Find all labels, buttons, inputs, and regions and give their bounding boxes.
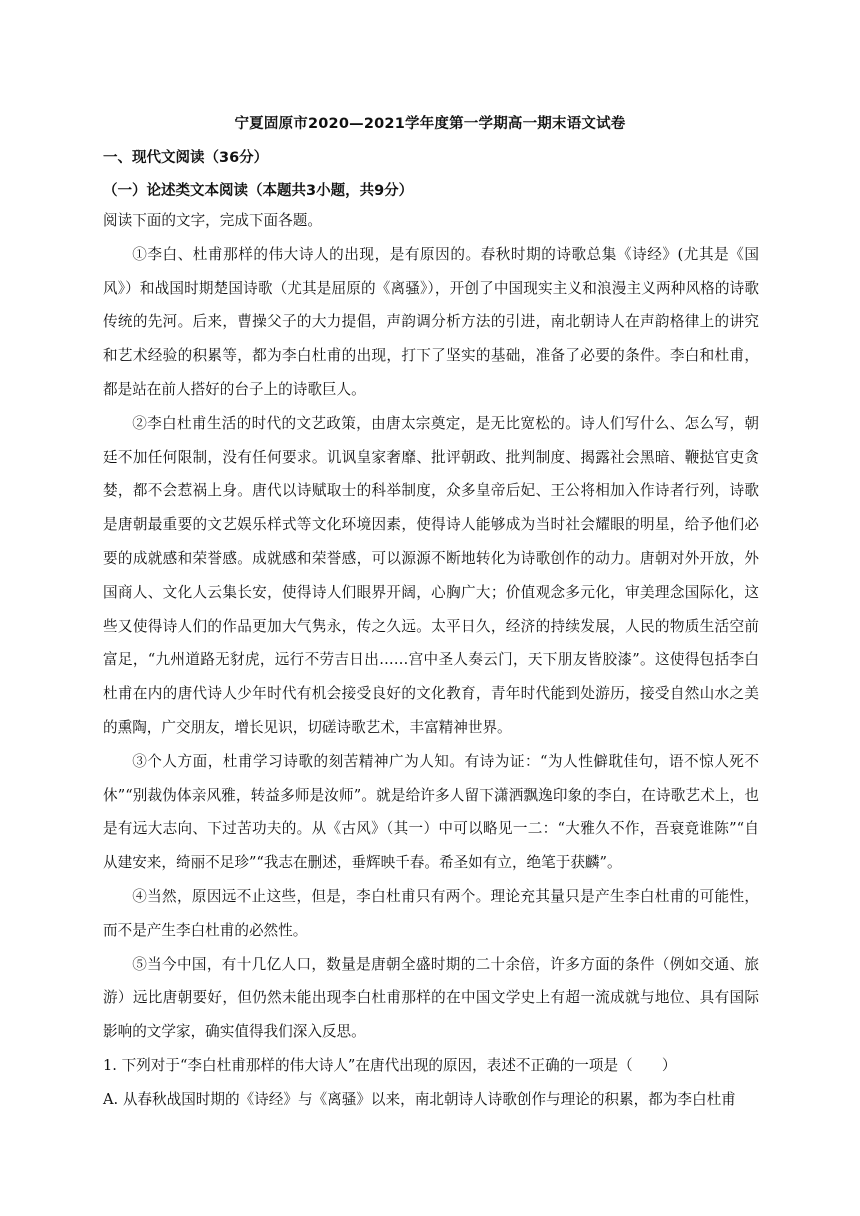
paragraph-3: ③个人方面，杜甫学习诗歌的刻苦精神广为人知。有诗为证：“为人性僻耽佳句，语不惊人死不休”“别裁伪体亲风雅，转益多师是汝师”。就是给许多人留下潇洒飘逸印象的李白，在诗歌艺术上，也是有远大志向、下过苦功夫的。从《古风》（其一）中可以略见一二：“大雅久不作，吾衰竟谁陈”“自从建安来，绮丽不足珍”“我志在删述，垂辉映千春。希圣如有立，绝笔于获麟”。: [103, 752, 759, 872]
question-1: 1. 下列对于“李白杜甫那样的伟大诗人”在唐代出现的原因，表述不正确的一项是（ ）: [103, 1056, 677, 1074]
paragraph-5: ⑤当今中国，有十几亿人口，数量是唐朝全盛时期的二十余倍，许多方面的条件（例如交通、旅游）远比唐朝要好，但仍然未能出现李白杜甫那样的在中国文学史上有超一流成就与地位、具有国际影响的文学家，确实值得我们深入反思。: [103, 955, 759, 1041]
exam-title: 宁夏固原市2020—2021学年度第一学期高一期末语文试卷: [234, 116, 626, 132]
section-heading-modern-reading: 一、现代文阅读（36分）: [103, 150, 269, 166]
subsection-heading-argumentative: （一）论述类文本阅读（本题共3小题，共9分）: [103, 183, 414, 199]
instruction-text: 阅读下面的文字，完成下面各题。: [103, 212, 322, 229]
paragraph-4: ④当然，原因远不止这些，但是，李白杜甫只有两个。理论充其量只是产生李白杜甫的可能性，而不是产生李白杜甫的必然性。: [103, 887, 759, 939]
reading-passage: [103, 204, 759, 1117]
paragraph-1: ①李白、杜甫那样的伟大诗人的出现，是有原因的。春秋时期的诗歌总集《诗经》(尤其是《国风》）和战国时期楚国诗歌（尤其是屈原的《离骚》），开创了中国现实主义和浪漫主义两种风格的诗歌传统的先河。后来，曹操父子的大力提倡，声韵调分析方法的引进，南北朝诗人在声韵格律上的讲究和艺术经验的积累等，都为李白杜甫的出现，打下了坚实的基础，准备了必要的条件。李白和杜甫，都是站在前人搭好的台子上的诗歌巨人。: [103, 245, 759, 398]
paragraph-2: ②李白杜甫生活的时代的文艺政策，由唐太宗奠定，是无比宽松的。诗人们写什么、怎么写，朝廷不加任何限制，没有任何要求。讥讽皇家奢靡、批评朝政、批判制度、揭露社会黑暗、鞭挞官吏贪婪，都不会惹祸上身。唐代以诗赋取士的科举制度，众多皇帝后妃、王公将相加入作诗者行列，诗歌是唐朝最重要的文艺娱乐样式等文化环境因素，使得诗人能够成为当时社会耀眼的明星，给予他们必要的成就感和荣誉感。成就感和荣誉感，可以源源不断地转化为诗歌创作的动力。唐朝对外开放，外国商人、文化人云集长安，使得诗人们眼界开阔，心胸广大；价值观念多元化，审美理念国际化，这些又使得诗人们的作品更加大气隽永，传之久远。太平日久，经济的持续发展，人民的物质生活空前富足，“九州道路无豺虎，远行不劳吉日出……宫中圣人奏云门，天下朋友皆胶漆”。这使得包括李白杜甫在内的唐代诗人少年时代有机会接受良好的文化教育，青年时代能到处游历，接受自然山水之美的熏陶，广交朋友，增长见识，切磋诗歌艺术，丰富精神世界。: [103, 414, 759, 736]
question-1-option-a: A. 从春秋战国时期的《诗经》与《离骚》以来，南北朝诗人诗歌创作与理论的积累，都为李白杜甫: [103, 1090, 736, 1108]
